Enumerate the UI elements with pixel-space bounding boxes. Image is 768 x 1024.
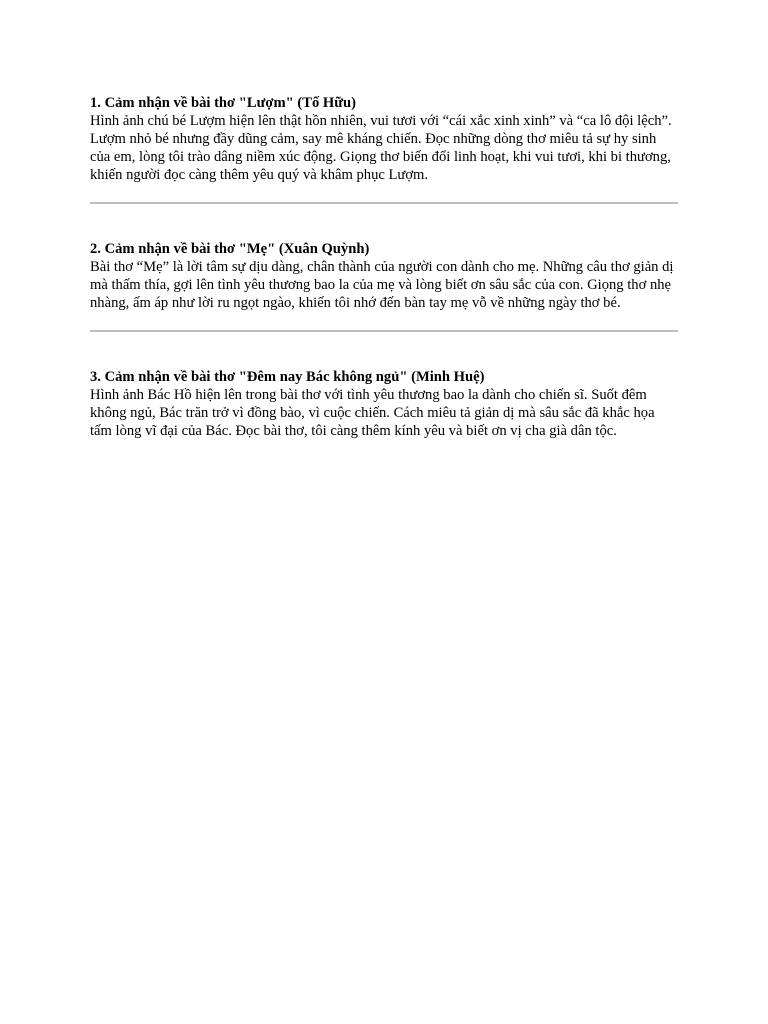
section-divider [90,202,678,204]
section-body: Hình ảnh Bác Hồ hiện lên trong bài thơ với tình yêu thương bao la dành cho chiến sĩ. Suốt đêm không ngủ, Bác trăn trở vì đồng bào, vì cuộc chiến. Cách miêu tả giản dị mà sâu sắc đã khắc họa tấm lòng vĩ đại của Bác. Đọc bài thơ, tôi càng thêm kính yêu và biết ơn vị cha già dân tộc. [90,387,655,439]
section-body: Hình ảnh chú bé Lượm hiện lên thật hồn nhiên, vui tươi với “cái xắc xinh xinh” và “ca lô đội lệch”. Lượm nhỏ bé nhưng đầy dũng cảm, say mê kháng chiến. Đọc những dòng thơ miêu tả sự hy sinh của em, lòng tôi trào dâng niềm xúc động. Giọng thơ biến đổi linh hoạt, khi vui tươi, khi bi thương, khiến người đọc càng thêm yêu quý và khâm phục Lượm. [90,113,672,183]
section-luom [90,94,678,184]
section-title: 3. Cảm nhận về bài thơ "Đêm nay Bác không ngủ" (Minh Huệ) [90,369,485,385]
section-title: 1. Cảm nhận về bài thơ "Lượm" (Tố Hữu) [90,95,356,111]
section-body: Bài thơ “Mẹ” là lời tâm sự dịu dàng, chân thành của người con dành cho mẹ. Những câu thơ giản dị mà thấm thía, gợi lên tình yêu thương bao la của mẹ và lòng biết ơn sâu sắc của con. Giọng thơ nhẹ nhàng, ấm áp như lời ru ngọt ngào, khiến tôi nhớ đến bàn tay mẹ vỗ về những ngày thơ bé. [90,259,674,311]
section-dem-nay-bac-khong-ngu [90,368,678,440]
section-title: 2. Cảm nhận về bài thơ "Mẹ" (Xuân Quỳnh) [90,241,370,257]
section-me [90,240,678,312]
section-divider [90,330,678,332]
